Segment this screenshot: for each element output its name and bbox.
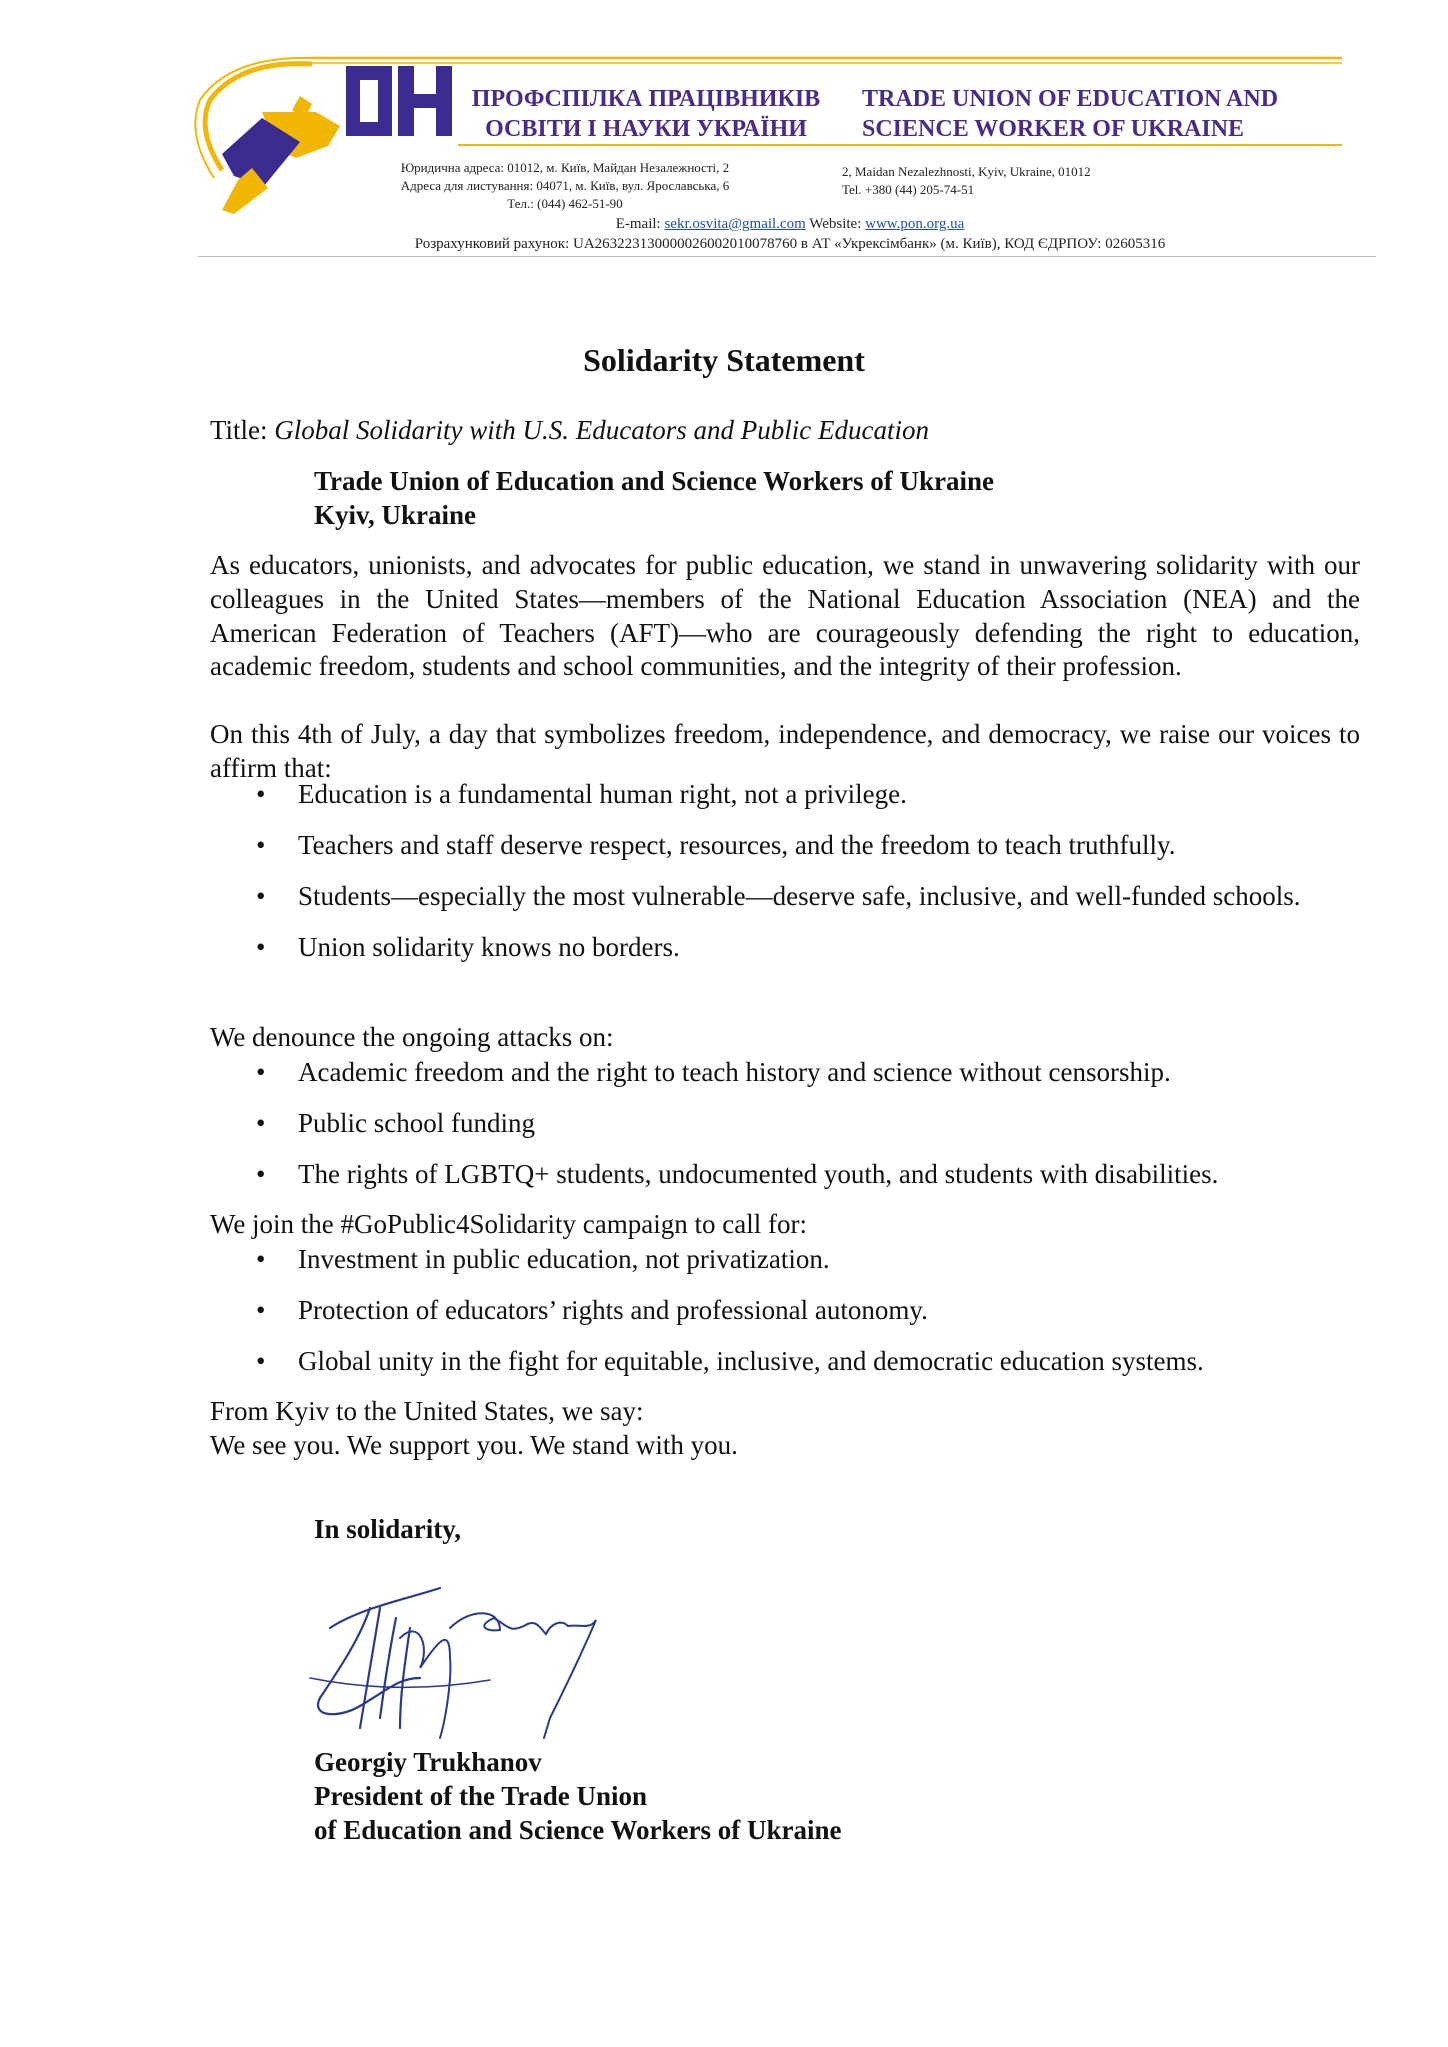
letterhead-divider bbox=[198, 256, 1376, 257]
address-ua-line2: Адреса для листування: 04071, м. Київ, вул. Ярославська, 6 bbox=[400, 178, 730, 193]
denounce-intro: We denounce the ongoing attacks on: bbox=[210, 1022, 614, 1052]
issuer-block bbox=[314, 464, 994, 532]
issuer-name: Trade Union of Education and Science Workers of Ukraine bbox=[314, 466, 995, 496]
list-item: • Teachers and staff deserve respect, resources, and the freedom to teach truthfully. bbox=[256, 830, 1176, 860]
list-item: • Global unity in the fight for equitable, inclusive, and democratic education systems. bbox=[256, 1346, 1204, 1376]
title-label: Title: bbox=[210, 415, 268, 445]
issuer-location: Kyiv, Ukraine bbox=[314, 500, 477, 530]
title-value: Global Solidarity with U.S. Educators and Public Education bbox=[274, 415, 930, 445]
document-heading: Solidarity Statement bbox=[583, 342, 865, 378]
website-label: Website: bbox=[809, 216, 862, 232]
org-name-english bbox=[862, 84, 1322, 144]
july-paragraph: On this 4th of July, a day that symbolizes freedom, independence, and democracy, we raise our voices to affirm that: bbox=[210, 719, 1360, 783]
address-ua-line3: Тел.: (044) 462-51-90 bbox=[507, 196, 623, 211]
list-item: • Union solidarity knows no borders. bbox=[256, 932, 680, 962]
email-label: E-mail: bbox=[615, 216, 661, 232]
statement-title bbox=[210, 412, 929, 448]
emblem-icon bbox=[222, 96, 340, 214]
list-item: • Students—especially the most vulnerable—deserve safe, inclusive, and well-funded schools. bbox=[256, 881, 1301, 911]
org-name-en-line2: SCIENCE WORKER OF UKRAINE bbox=[862, 116, 1245, 142]
list-item: • Education is a fundamental human right, not a privilege. bbox=[256, 779, 907, 809]
email-link[interactable]: sekr.osvita@gmail.com bbox=[664, 216, 806, 232]
campaign-list bbox=[210, 1241, 1360, 1379]
address-en-line1: 2, Maidan Nezalezhnosti, Kyiv, Ukraine, 01012 bbox=[842, 164, 1091, 179]
signer-name: Georgiy Trukhanov bbox=[314, 1747, 542, 1777]
org-name-ua-line1: ПРОФСПІЛКА ПРАЦІВНИКІВ bbox=[471, 86, 821, 112]
signer-title-line1: President of the Trade Union bbox=[314, 1781, 648, 1811]
on-logo bbox=[346, 66, 452, 136]
closing-line: In solidarity, bbox=[314, 1514, 462, 1544]
list-item: • Protection of educators’ rights and professional autonomy. bbox=[256, 1295, 928, 1325]
signer-block bbox=[314, 1745, 842, 1847]
signature-image bbox=[300, 1568, 620, 1758]
bank-account-line: Розрахунковий рахунок: UA263223130000026002010078760 в АТ «Укрексімбанк» (м. Київ), КОД ЄДРПОУ: 02605316 bbox=[414, 236, 1166, 252]
support-line: We see you. We support you. We stand with you. bbox=[210, 1430, 738, 1460]
intro-paragraph: As educators, unionists, and advocates for public education, we stand in unwavering solidarity with our colleagues in the United States—members of the National Education Association (NEA) and the American Federation of Teachers (AFT)—who are courageously defending the right to education, academic freedom, students and school communities, and the integrity of their profession. bbox=[210, 550, 1360, 682]
website-link[interactable]: www.pon.org.ua bbox=[865, 216, 965, 232]
affirm-list bbox=[210, 776, 1360, 965]
letterhead bbox=[0, 0, 1448, 260]
address-en-line2: Tel. +380 (44) 205-74-51 bbox=[842, 182, 975, 197]
org-name-ukrainian bbox=[466, 84, 826, 144]
list-item: • Academic freedom and the right to teach history and science without censorship. bbox=[256, 1057, 1171, 1087]
org-name-ua-line2: ОСВІТИ І НАУКИ УКРАЇНИ bbox=[485, 116, 807, 142]
signer-title-line2: of Education and Science Workers of Ukraine bbox=[314, 1815, 842, 1845]
list-item: • Public school funding bbox=[256, 1108, 535, 1138]
address-english bbox=[842, 163, 1202, 199]
denounce-list bbox=[210, 1054, 1360, 1192]
org-name-en-line1: TRADE UNION OF EDUCATION AND bbox=[862, 86, 1279, 112]
address-ukrainian bbox=[370, 159, 760, 213]
contact-line bbox=[200, 214, 1380, 234]
from-kyiv-line: From Kyiv to the United States, we say: bbox=[210, 1396, 644, 1426]
campaign-intro: We join the #GoPublic4Solidarity campaign to call for: bbox=[210, 1209, 807, 1239]
address-ua-line1: Юридична адреса: 01012, м. Київ, Майдан Незалежності, 2 bbox=[400, 160, 730, 175]
list-item: • Investment in public education, not privatization. bbox=[256, 1244, 830, 1274]
list-item: • The rights of LGBTQ+ students, undocumented youth, and students with disabilities. bbox=[256, 1159, 1219, 1189]
